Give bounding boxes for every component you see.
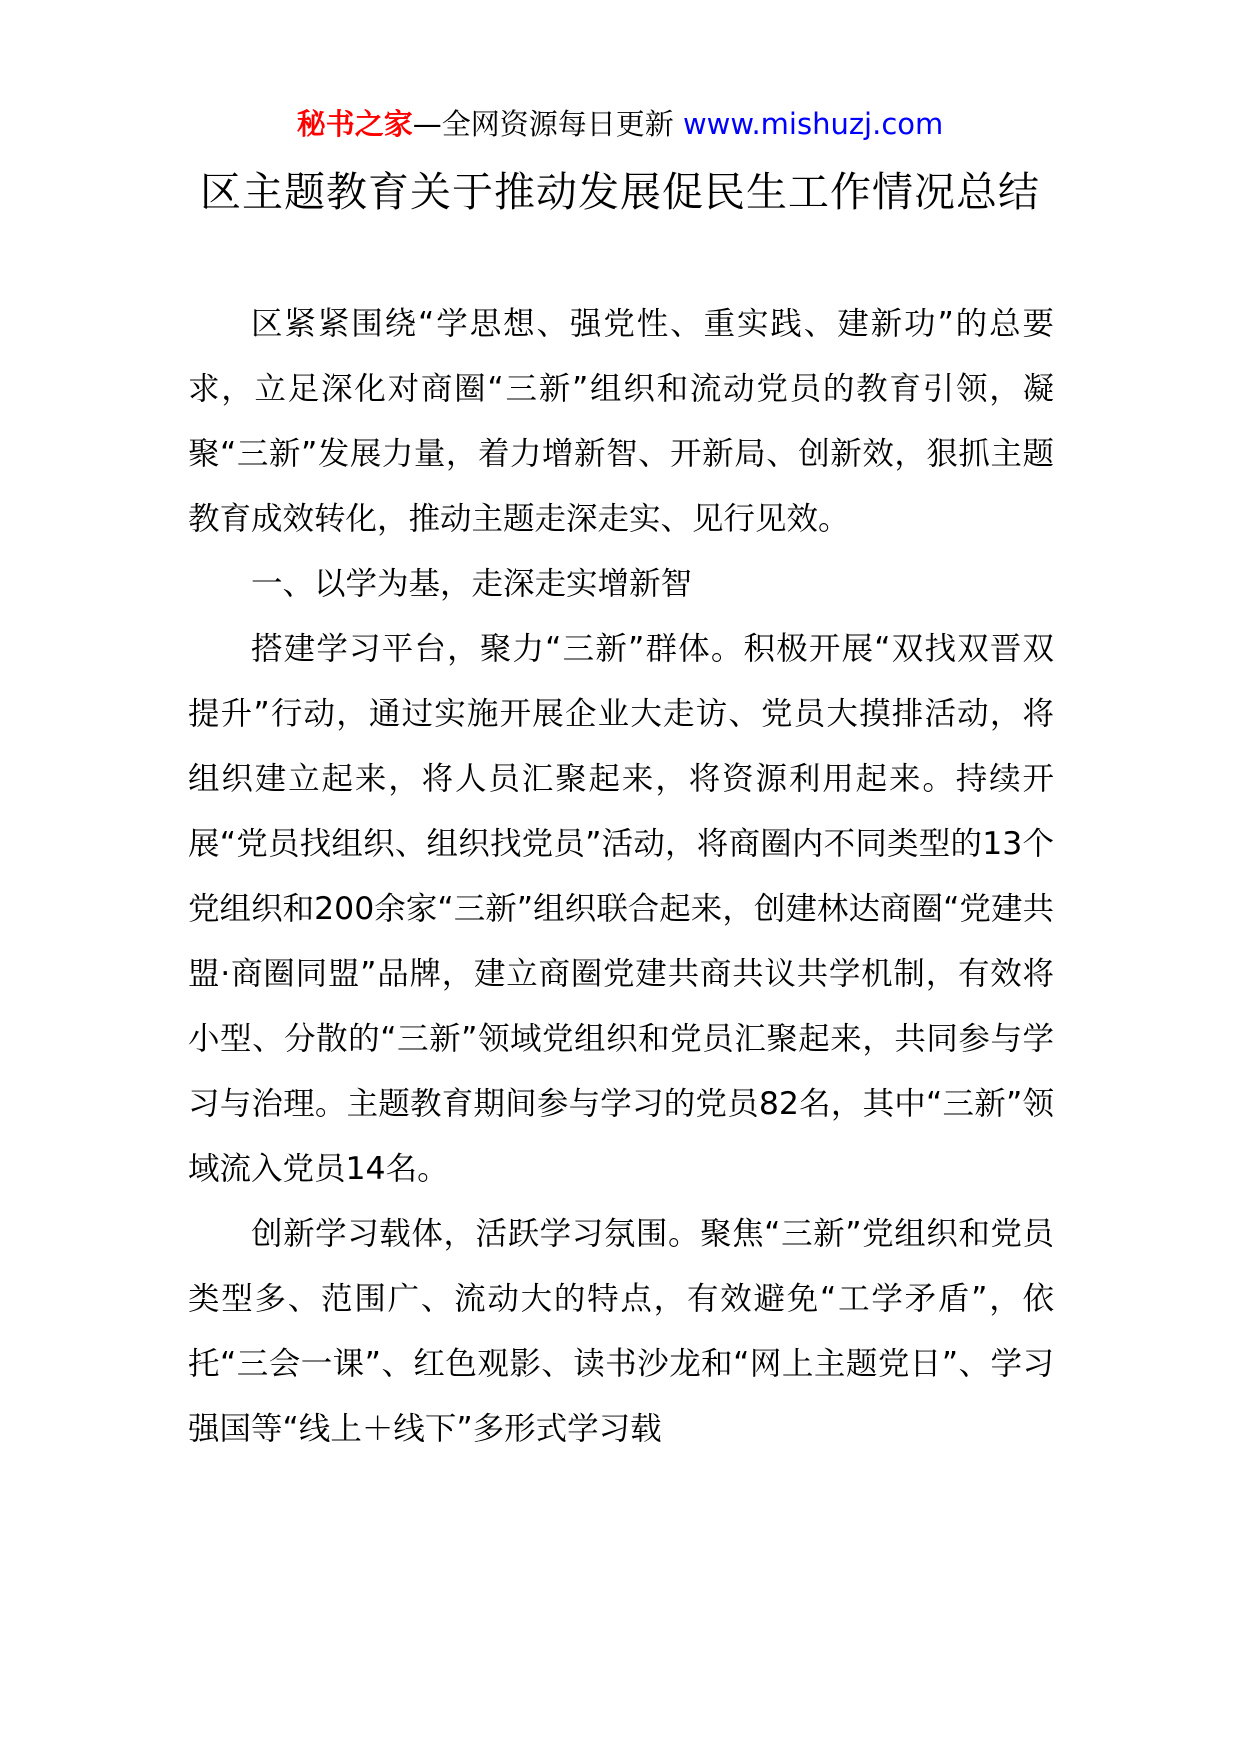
header-tagline: —全网资源每日更新: [412, 107, 674, 141]
section-heading-1: 一、以学为基，走深走实增新智: [251, 566, 693, 602]
site-link[interactable]: www.mishuzj.com: [682, 107, 944, 141]
paragraph-intro: 区紧紧围绕“学思想、强党性、重实践、建新功”的总要求，立足深化对商圈“三新”组织和流动党员的教育引领，凝聚“三新”发展力量，着力增新智、开新局、创新效，狠抓主题教育成效转化，推动主题走深走实、见行见效。: [188, 306, 1054, 537]
paragraph-learning-carrier: 创新学习载体，活跃学习氛围。聚焦“三新”党组织和党员类型多、范围广、流动大的特点，有效避免“工学矛盾”，依托“三会一课”、红色观影、读书沙龙和“网上主题党日”、学习强国等“线上＋线下”多形式学习载: [188, 1216, 1054, 1447]
document-title: 区主题教育关于推动发展促民生工作情况总结: [200, 168, 1040, 216]
document-body: [188, 292, 1054, 1462]
watermark-header: [0, 104, 1240, 144]
paragraph-learning-platform: 搭建学习平台，聚力“三新”群体。积极开展“双找双晋双提升”行动，通过实施开展企业大走访、党员大摸排活动，将组织建立起来，将人员汇聚起来，将资源利用起来。持续开展“党员找组织、组织找党员”活动，将商圈内不同类型的13个党组织和200余家“三新”组织联合起来，创建林达商圈“党建共盟·商圈同盟”品牌，建立商圈党建共商共议共学机制，有效将小型、分散的“三新”领域党组织和党员汇聚起来，共同参与学习与治理。主题教育期间参与学习的党员82名，其中“三新”领域流入党员14名。: [188, 631, 1054, 1187]
brand-name: 秘书之家: [296, 107, 413, 141]
